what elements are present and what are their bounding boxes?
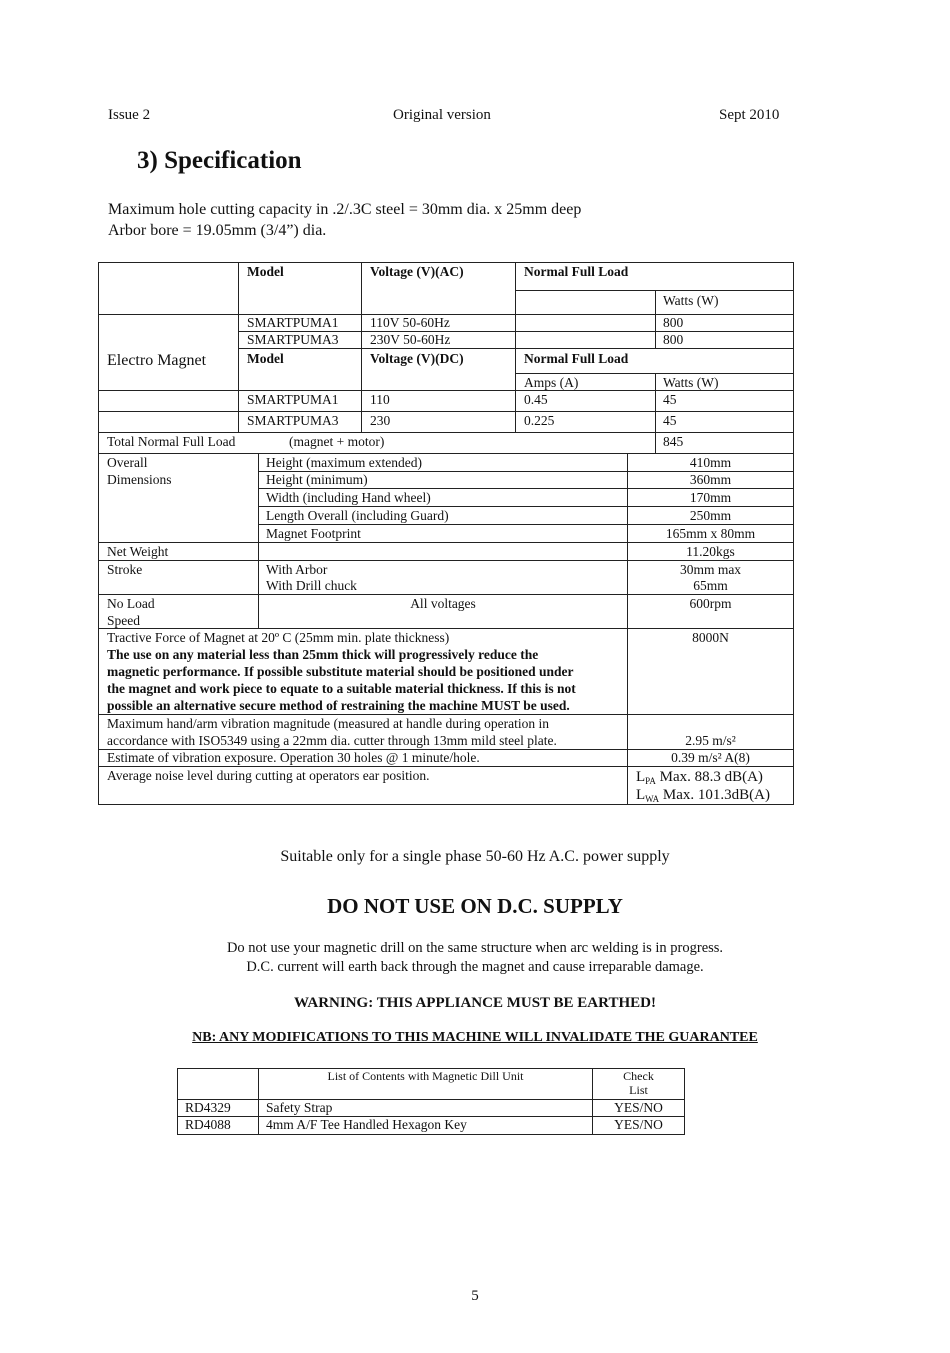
- table-rule: [238, 348, 794, 349]
- contents-item: 4mm A/F Tee Handled Hexagon Key: [266, 1117, 467, 1132]
- contents-header-check-2: List: [629, 1083, 648, 1097]
- table-rule: [655, 373, 656, 453]
- table-rule: [98, 594, 794, 595]
- noise-lwa-level: Max. 101.3dB(A): [659, 787, 770, 803]
- dimension-label: Magnet Footprint: [266, 526, 361, 541]
- vibration-label-1: Maximum hand/arm vibration magnitude (measured at handle during operation in: [107, 716, 550, 731]
- col-header-normal-full-load-dc: Normal Full Load: [524, 351, 629, 366]
- stroke-arbor-label: With Arbor: [266, 562, 328, 577]
- table-rule: [361, 262, 362, 432]
- tractive-warning-line: magnetic performance. If possible substitute material should be positioned under: [107, 664, 574, 679]
- ac-voltage: 110V 50-60Hz: [370, 315, 450, 330]
- contents-check: YES/NO: [614, 1117, 663, 1132]
- table-rule: [177, 1134, 685, 1135]
- stroke-chuck-value: 65mm: [693, 578, 728, 593]
- header-issue: Issue 2: [108, 107, 151, 123]
- table-rule: [793, 262, 794, 805]
- noise-lwa-symbol: L: [636, 787, 646, 803]
- no-load-label-2: Speed: [107, 613, 140, 628]
- tractive-warning-line: possible an alternative secure method of restraining the machine MUST be used.: [107, 698, 570, 713]
- net-weight-value: 11.20kgs: [686, 544, 735, 559]
- contents-header-check-1: Check: [623, 1069, 654, 1083]
- no-load-speed-value: 600rpm: [689, 596, 732, 611]
- col-header-voltage-ac: Voltage (V)(AC): [370, 264, 464, 279]
- col-header-model-dc: Model: [247, 351, 284, 366]
- ac-watts: 800: [663, 332, 684, 347]
- ac-watts: 800: [663, 315, 684, 330]
- dc-model: SMARTPUMA3: [247, 413, 339, 428]
- stroke-label: Stroke: [107, 562, 143, 577]
- net-weight-label: Net Weight: [107, 544, 169, 559]
- tractive-force-value: 8000N: [692, 630, 729, 645]
- arc-welding-note-1: Do not use your magnetic drill on the same structure when arc welding is in progress.: [226, 940, 724, 956]
- noise-lwa-subscript: WA: [645, 794, 660, 804]
- dc-voltage: 110: [370, 392, 390, 407]
- table-rule: [98, 432, 794, 433]
- dimension-value: 170mm: [689, 490, 732, 505]
- col-header-watts-dc: Watts (W): [663, 375, 719, 390]
- exposure-estimate-value: 0.39 m/s² A(8): [671, 750, 750, 765]
- table-rule: [98, 411, 794, 412]
- table-rule: [98, 560, 794, 561]
- noise-lpa-subscript: PA: [645, 776, 656, 786]
- dimension-value: 165mm x 80mm: [665, 526, 756, 541]
- section-title: 3) Specification: [137, 147, 302, 174]
- vibration-value: 2.95 m/s²: [685, 733, 736, 748]
- dc-model: SMARTPUMA1: [247, 392, 339, 407]
- stroke-chuck-label: With Drill chuck: [266, 578, 357, 593]
- dimension-value: 250mm: [689, 508, 732, 523]
- dimension-label: Width (including Hand wheel): [266, 490, 431, 505]
- col-header-watts: Watts (W): [663, 293, 719, 308]
- col-header-normal-full-load: Normal Full Load: [524, 264, 629, 279]
- contents-code: RD4329: [185, 1100, 231, 1115]
- dimension-label: Height (maximum extended): [266, 455, 422, 470]
- tractive-force-label: Tractive Force of Magnet at 20º C (25mm min. plate thickness): [107, 630, 450, 645]
- col-header-amps: Amps (A): [524, 375, 579, 390]
- table-rule: [98, 262, 794, 263]
- table-rule: [258, 488, 794, 489]
- table-rule: [258, 524, 794, 525]
- page-number: 5: [471, 1288, 479, 1304]
- stroke-arbor-value: 30mm max: [679, 562, 742, 577]
- vibration-label-2: accordance with ISO5349 using a 22mm dia. cutter through 13mm mild steel plate.: [107, 733, 557, 748]
- exposure-estimate-label: Estimate of vibration exposure. Operation 30 holes @ 1 minute/hole.: [107, 750, 480, 765]
- noise-label: Average noise level during cutting at operators ear position.: [107, 768, 430, 783]
- dc-watts: 45: [663, 413, 677, 428]
- no-load-label-1: No Load: [107, 596, 155, 611]
- contents-item: Safety Strap: [266, 1100, 333, 1115]
- table-rule: [98, 262, 99, 805]
- dc-watts: 45: [663, 392, 677, 407]
- dimension-label: Height (minimum): [266, 472, 368, 487]
- dc-supply-warning: DO NOT USE ON D.C. SUPPLY: [327, 894, 623, 918]
- intro-capacity: Maximum hole cutting capacity in .2/.3C steel = 30mm dia. x 25mm deep: [108, 201, 582, 218]
- ac-model: SMARTPUMA3: [247, 332, 339, 347]
- no-load-voltages: All voltages: [410, 596, 476, 611]
- table-rule: [98, 766, 794, 767]
- dc-amps: 0.225: [524, 413, 555, 428]
- dimensions-label-2: Dimensions: [107, 472, 172, 487]
- table-rule: [515, 262, 516, 432]
- col-header-voltage-dc: Voltage (V)(DC): [370, 351, 464, 366]
- ac-model: SMARTPUMA1: [247, 315, 339, 330]
- table-rule: [98, 714, 794, 715]
- noise-lpa-symbol: L: [636, 769, 646, 785]
- total-load-label: Total Normal Full Load: [107, 434, 236, 449]
- intro-arbor-bore: Arbor bore = 19.05mm (3/4”) dia.: [108, 222, 327, 239]
- noise-lwa-value: [636, 786, 770, 808]
- electro-magnet-label: Electro Magnet: [107, 352, 207, 369]
- tractive-warning-line: The use on any material less than 25mm thick will progressively reduce the: [107, 647, 539, 662]
- table-rule: [98, 453, 794, 454]
- dimension-value: 360mm: [689, 472, 732, 487]
- arc-welding-note-2: D.C. current will earth back through the magnet and cause irreparable damage.: [246, 959, 704, 975]
- dimensions-label-1: Overall: [107, 455, 148, 470]
- guarantee-note: NB: ANY MODIFICATIONS TO THIS MACHINE WILL INVALIDATE THE GUARANTEE: [192, 1030, 758, 1045]
- tractive-warning-line: the magnet and work piece to equate to a suitable material thickness. If this is not: [107, 681, 576, 696]
- contents-header-list: List of Contents with Magnetic Dill Unit: [327, 1069, 524, 1083]
- contents-check: YES/NO: [614, 1100, 663, 1115]
- contents-code: RD4088: [185, 1117, 231, 1132]
- header-date: Sept 2010: [719, 107, 780, 123]
- table-rule: [98, 628, 794, 629]
- ac-voltage: 230V 50-60Hz: [370, 332, 451, 347]
- table-rule: [98, 542, 794, 543]
- table-rule: [684, 1068, 685, 1135]
- supply-note: Suitable only for a single phase 50-60 Hz A.C. power supply: [280, 848, 670, 865]
- dc-amps: 0.45: [524, 392, 548, 407]
- dimension-label: Length Overall (including Guard): [266, 508, 449, 523]
- dimension-value: 410mm: [689, 455, 732, 470]
- table-rule: [177, 1068, 178, 1135]
- dc-voltage: 230: [370, 413, 391, 428]
- total-load-note: (magnet + motor): [289, 434, 385, 449]
- header-version: Original version: [393, 107, 491, 123]
- table-rule: [655, 290, 656, 349]
- earth-warning: WARNING: THIS APPLIANCE MUST BE EARTHED!: [294, 995, 656, 1011]
- total-load-value: 845: [663, 434, 684, 449]
- table-rule: [258, 506, 794, 507]
- col-header-model: Model: [247, 264, 284, 279]
- noise-lpa-level: Max. 88.3 dB(A): [655, 769, 763, 785]
- table-rule: [238, 262, 239, 432]
